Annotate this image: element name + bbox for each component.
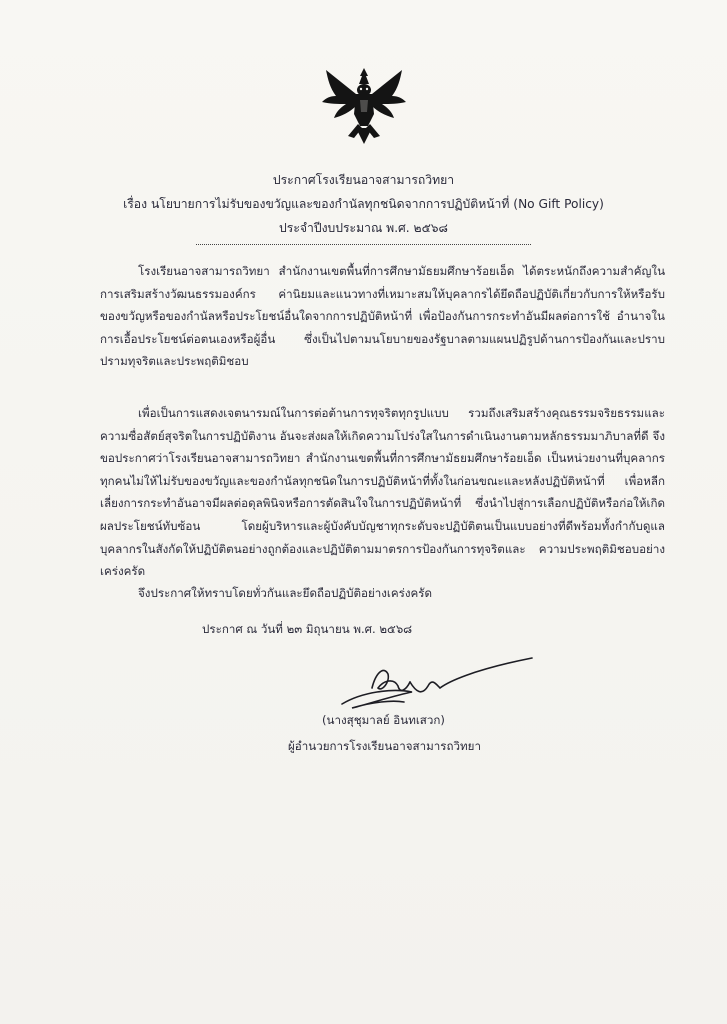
document-subject: เรื่อง นโยบายการไม่รับของขวัญและของกำนัลทุกชนิดจากการปฏิบัติหน้าที่ (No Gift Policy) (123, 197, 604, 211)
signer-title: ผู้อำนวยการโรงเรียนอาจสามารถวิทยา (288, 739, 481, 753)
paragraph-intro: โรงเรียนอาจสามารถวิทยา สำนักงานเขตพื้นที่การศึกษามัธยมศึกษาร้อยเอ็ด ได้ตระหนักถึงความสำคัญในการเสริมสร้างวัฒนธรรมองค์กร ค่านิยมและแนวทางที่เหมาะสมให้บุคลากรได้ยึดถือปฏิบัติเกี่ยวกับการให้หรือรับของขวัญหรือของกำนัลหรือประโยชน์อื่นใดจากการปฏิบัติหน้าที่ เพื่อป้องกันการกระทำอันมีผลต่อการใช้ อำนาจในการเอื้อประโยชน์ต่อตนเองหรือผู้อื่น ซึ่งเป็นไปตามนโยบายของรัฐบาลตามแผนปฏิรูปด้านการป้องกันและปราบปรามทุจริตและประพฤติมิชอบ (100, 264, 665, 369)
dotted-divider (196, 244, 531, 245)
signer-name: (นางสุชุมาลย์ อินทเสวก) (322, 713, 445, 727)
paragraph-closing: จึงประกาศให้ทราบโดยทั่วกันและยึดถือปฏิบัติอย่างเคร่งครัด (138, 586, 433, 600)
garuda-emblem-icon (318, 66, 410, 146)
announcement-date: ประกาศ ณ วันที่ ๒๓ มิถุนายน พ.ศ. ๒๕๖๘ (202, 622, 413, 636)
document-title: ประกาศโรงเรียนอาจสามารถวิทยา (272, 173, 455, 187)
paragraph-policy: เพื่อเป็นการแสดงเจตนารมณ์ในการต่อต้านการทุจริตทุกรูปแบบ รวมถึงเสริมสร้างคุณธรรมจริยธรรมและความซื่อสัตย์สุจริตในการปฏิบัติงาน อันจะส่งผลให้เกิดความโปร่งใสในการดำเนินงานตามหลักธรรมมาภิบาลที่ดี จึงขอประกาศว่าโรงเรียนอาจสามารถวิทยา สำนักงานเขตพื้นที่การศึกษามัธยมศึกษาร้อยเอ็ด เป็นหน่วยงานที่บุคลากรทุกคนไม่ให้ไม่รับของขวัญและของกำนัลทุกชนิดในการปฏิบัติหน้าที่ทั้งในก่อนขณะและหลังปฏิบัติหน้าที่ เพื่อหลีกเลี่ยงการกระทำอันอาจมีผลต่อดุลพินิจหรือการตัดสินใจในการปฏิบัติหน้าที่ ซึ่งนำไปสู่การเลือกปฏิบัติหรือก่อให้เกิดผลประโยชน์ทับซ้อน โดยผู้บริหารและผู้บังคับบัญชาทุกระดับจะปฏิบัติตนเป็นแบบอย่างที่ดีพร้อมทั้งกำกับดูแลบุคลากรในสังกัดให้ปฏิบัติตนอย่างถูกต้องและปฏิบัติตามมาตรการป้องกันการทุจริตและ ความประพฤติมิชอบอย่างเคร่งครัด (100, 406, 665, 579)
document-fiscal-year: ประจำปีงบประมาณ พ.ศ. ๒๕๖๘ (279, 221, 448, 235)
handwritten-signature (332, 652, 542, 714)
